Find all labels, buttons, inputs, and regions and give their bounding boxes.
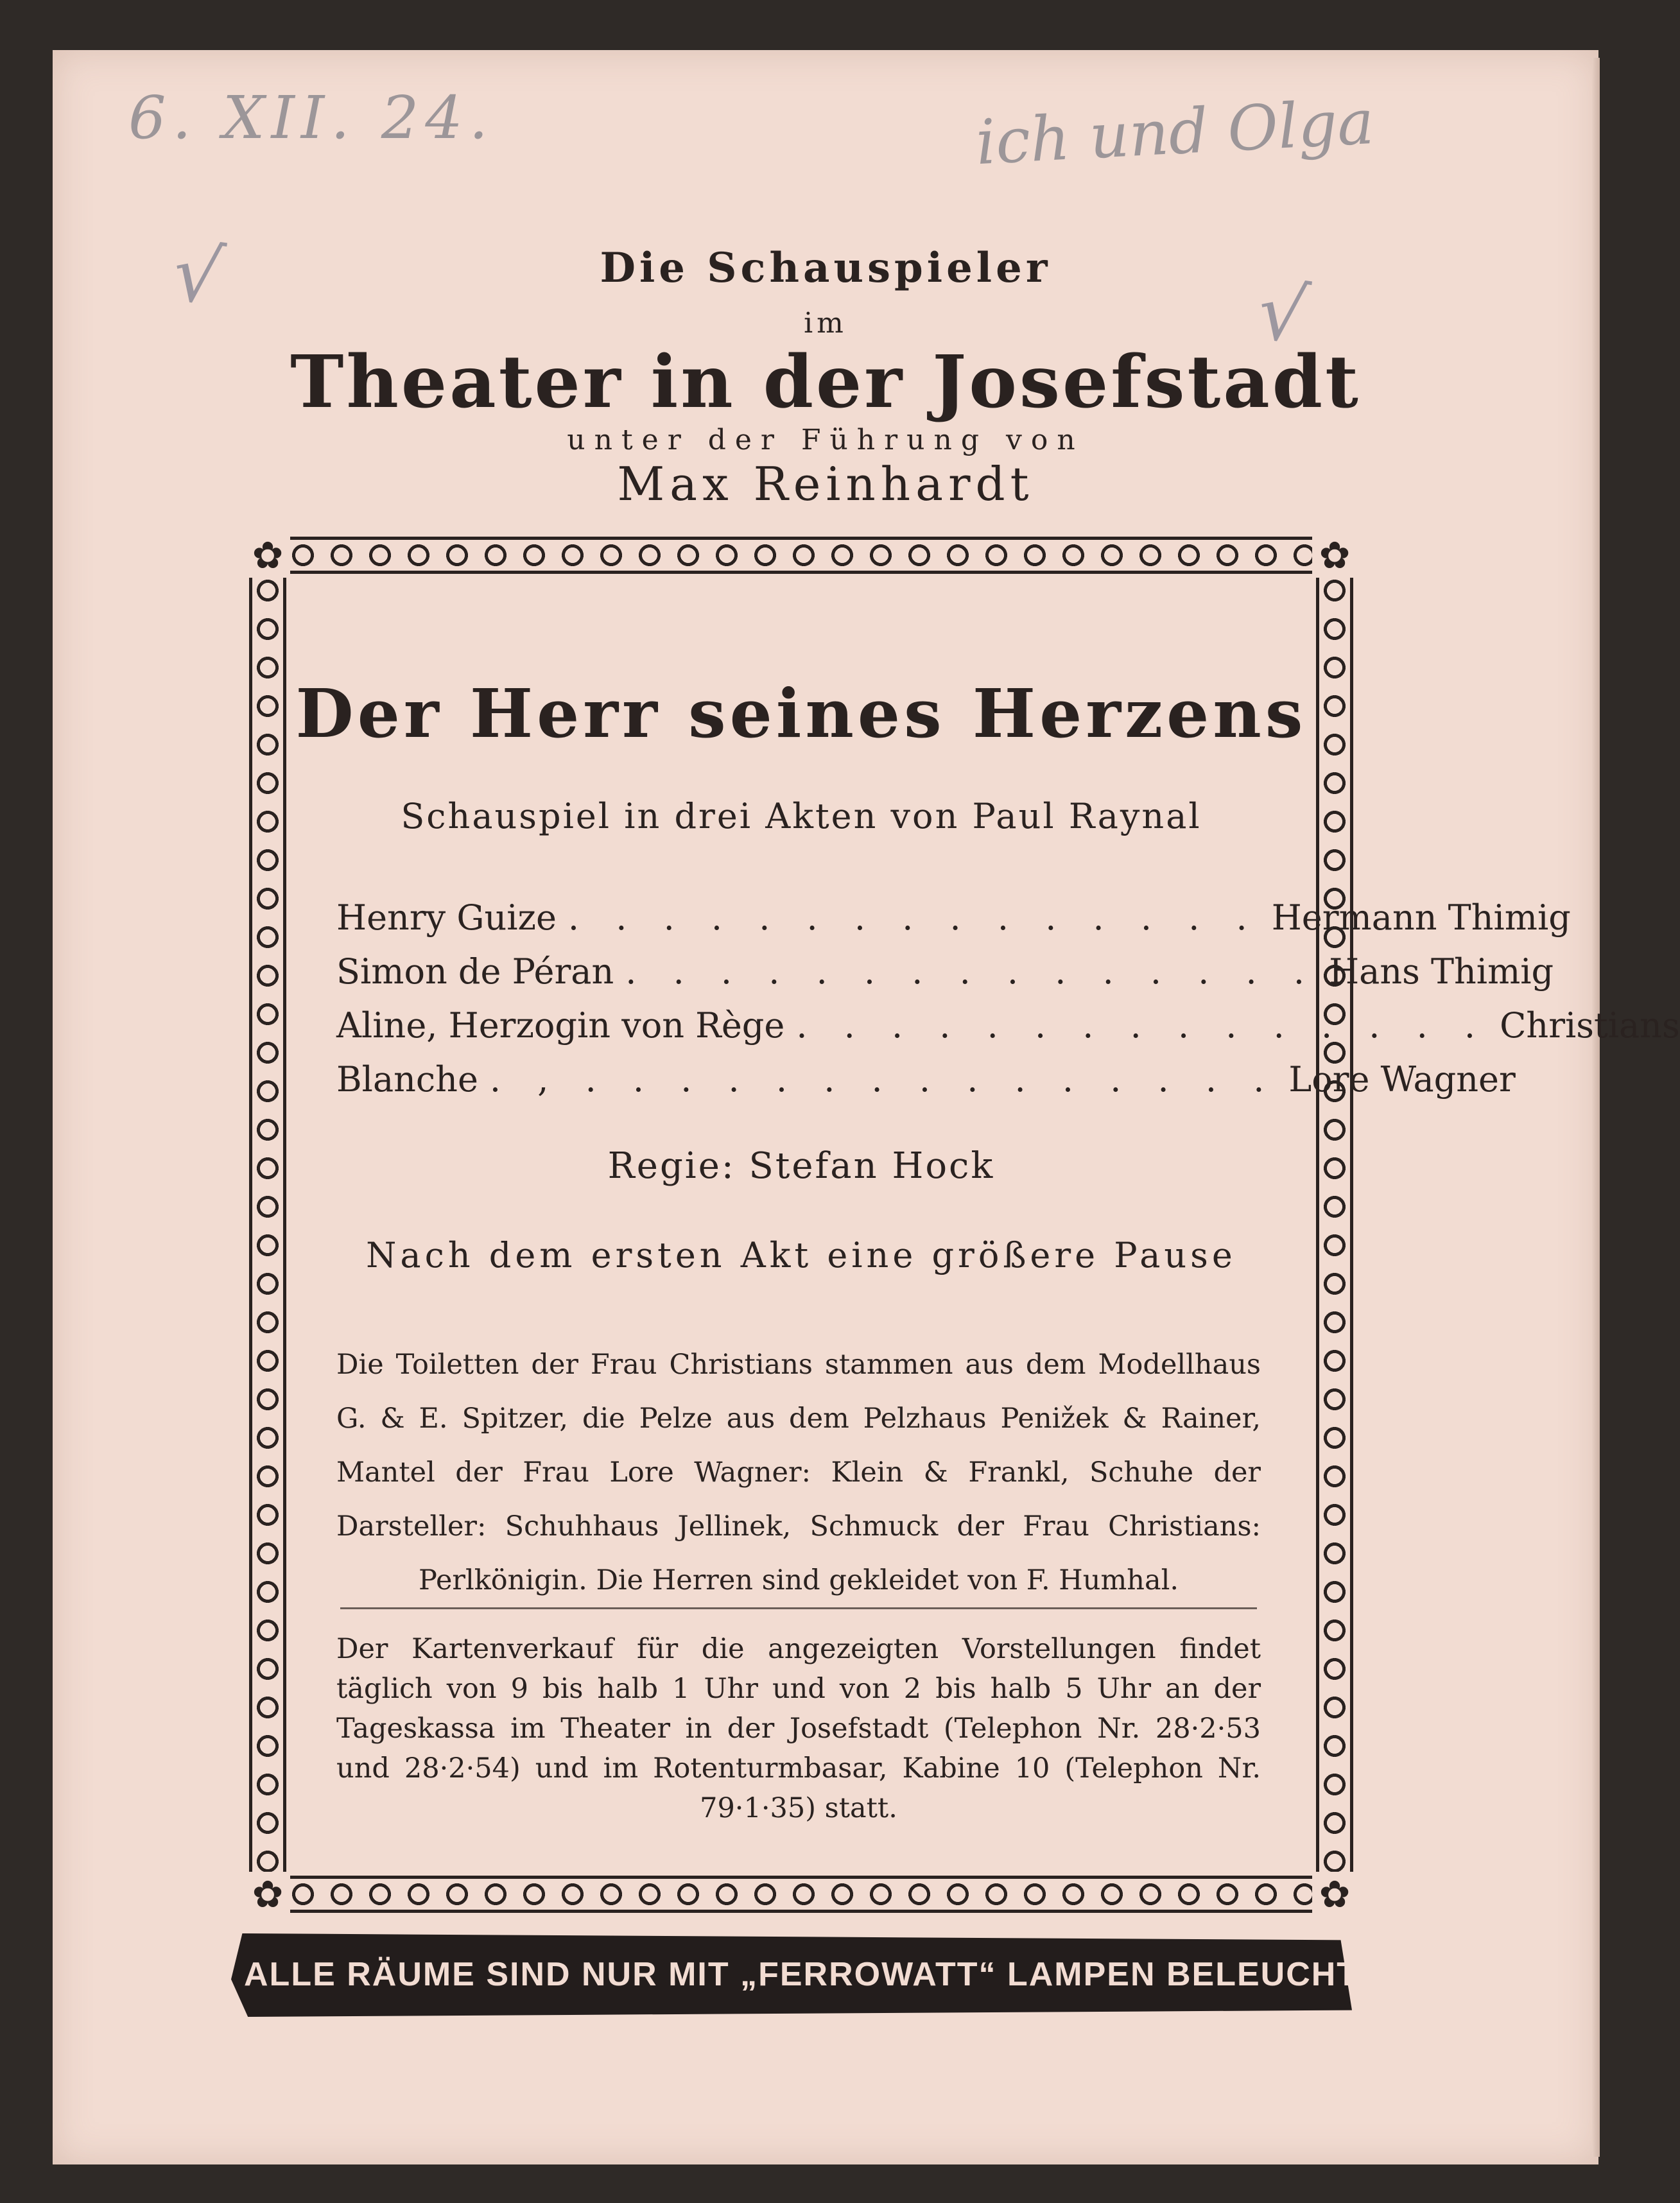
ornamental-border-left: [245, 533, 290, 1917]
leader-dots: . . . . . . . . . . . . . . .: [625, 951, 1318, 992]
handwritten-note: ich und Olga: [974, 85, 1376, 179]
corner-flower-icon: ✿: [1312, 533, 1357, 578]
cast-row: [336, 1059, 1516, 1113]
cast-row: [336, 1005, 1680, 1059]
cast-role: Simon de Péran: [336, 951, 614, 992]
ornamental-border-bottom: [245, 1872, 1357, 1917]
corner-flower-icon: ✿: [1312, 1872, 1357, 1917]
corner-flower-icon: ✿: [245, 1872, 290, 1917]
cast-actor: Hans Thimig: [1329, 951, 1554, 992]
ticket-info: Der Kartenverkauf für die angezeigten Vorstellungen findet täglich von 9 bis halb 1 Uhr und von 2 bis halb 5 Uhr an der Tageskassa im Theater in der Josefstadt (Telephon Nr. 28·2·53 und 28·2·54) und im Rotenturmbasar, Kabine 10 (Telephon Nr. 79·1·35) statt.: [336, 1633, 1261, 1824]
costume-credits: Die Toiletten der Frau Christians stammen aus dem Modellhaus G. & E. Spitzer, die Pelze aus dem Pelzhaus Penižek & Rainer, Mantel der Frau Lore Wagner: Klein & Frankl, Schuhe der Darsteller: Schuhhaus Jellinek, Schmuck der Frau Christians: Perlkönigin. Die Herren sind gekleidet von F. Humhal.: [336, 1349, 1261, 1596]
play-subtitle: Schauspiel in drei Akten von Paul Raynal: [401, 796, 1202, 836]
corner-flower-icon: ✿: [245, 533, 290, 578]
cast-role: Blanche: [336, 1059, 478, 1100]
cast-role: Aline, Herzogin von Rège: [336, 1005, 785, 1046]
cast-row: [336, 951, 1554, 1005]
cast-actor: Lore Wagner: [1288, 1059, 1516, 1100]
leader-dots: . . . . . . . . . . . . . . .: [567, 897, 1260, 938]
ornamental-border-right: [1312, 533, 1357, 1917]
ornamental-border-top: [245, 533, 1357, 578]
cast-list: [336, 897, 1680, 1113]
director-name: Max Reinhardt: [617, 457, 1034, 511]
leader-dots: . , . . . . . . . . . . . . . . .: [489, 1059, 1277, 1100]
pencil-check-icon-right: √: [1252, 266, 1313, 362]
pencil-check-icon-left: √: [167, 228, 229, 324]
leader-dots: . . . . . . . . . . . . . . .: [796, 1005, 1489, 1046]
cast-actor: Hermann Thimig: [1271, 897, 1571, 938]
play-title: Der Herr seines Herzens: [295, 674, 1307, 753]
header-line-direction: unter der Führung von: [567, 424, 1084, 456]
theater-name: Theater in der Josefstadt: [290, 340, 1361, 424]
divider-line: [340, 1607, 1257, 1609]
intermission-note: Nach dem ersten Akt eine größere Pause: [366, 1235, 1236, 1275]
cast-row: [336, 897, 1571, 951]
cast-role: Henry Guize: [336, 897, 557, 938]
advertisement-text: ALLE RÄUME SIND NUR MIT „FERROWATT“ LAMPEN BELEUCHTET!: [244, 1956, 1416, 1993]
director-credit: Regie: Stefan Hock: [607, 1145, 995, 1187]
header-line-im: im: [804, 307, 847, 340]
handwritten-date: 6. XII. 24.: [128, 83, 494, 152]
header-line-actors: Die Schauspieler: [600, 244, 1052, 292]
cast-actor: Christians: [1500, 1005, 1680, 1046]
